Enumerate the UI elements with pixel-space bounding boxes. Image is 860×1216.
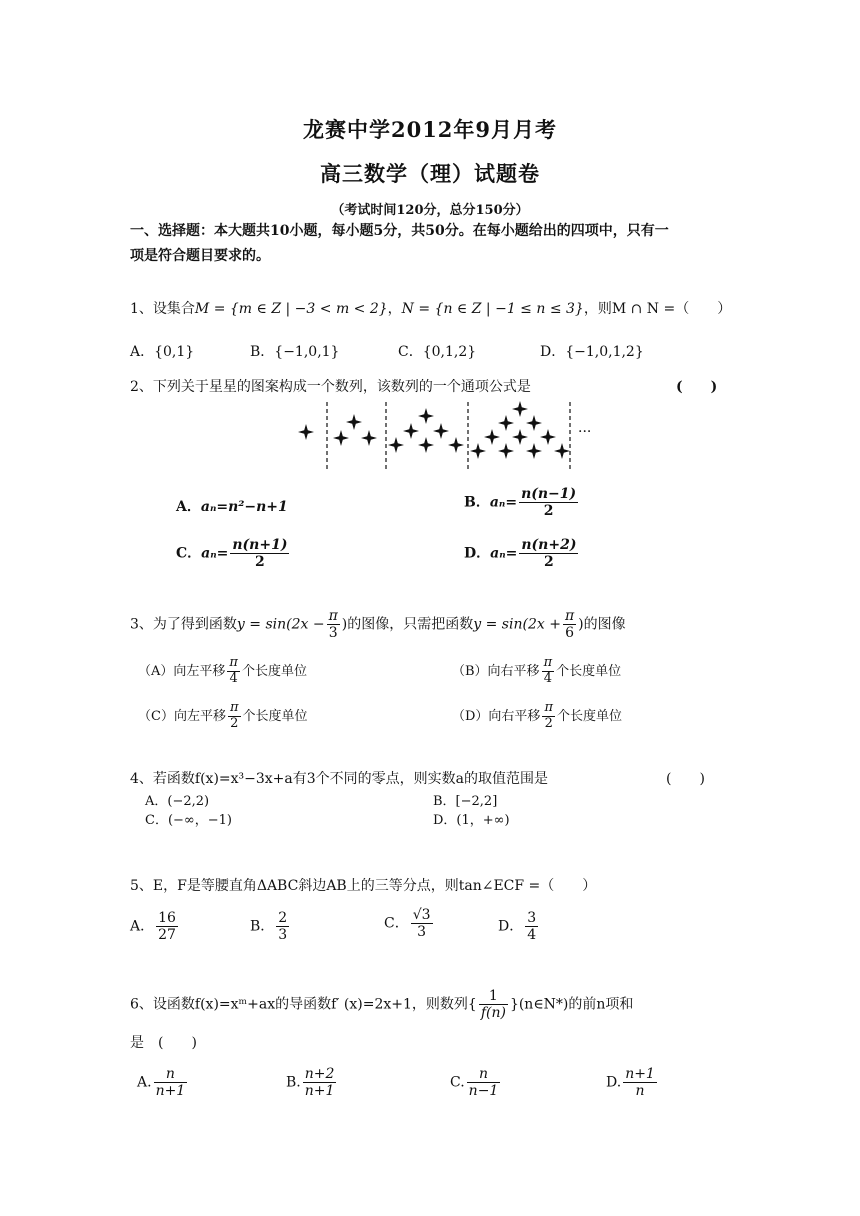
q2-ellipsis: ···: [578, 424, 592, 440]
q2-option-d: D．aₙ= $\frac{n(n+2)}{2}$: [464, 537, 577, 571]
q1-sep: ，: [387, 301, 402, 317]
q1-stem: 1、设集合: [130, 301, 195, 317]
star-icon: [498, 443, 514, 459]
q1-option-d: D．{−1,0,1,2}: [540, 344, 644, 360]
q6-option-a: A. $\frac{n}{n+1}$: [137, 1066, 186, 1100]
section-intro-line2: 项是符合题目要求的。: [130, 248, 270, 264]
q4-option-c: C．(−∞，−1): [145, 813, 232, 828]
q3-option-a: （A）向左平移 $\frac{\pi}{4}$ 个长度单位: [138, 655, 307, 686]
q1-option-a: A．{0,1}: [130, 344, 195, 360]
q5-option-a: A． $\frac{16}{27}$: [130, 910, 176, 944]
q4-answer-paren: ( ): [666, 771, 705, 787]
star-icon: [484, 429, 500, 445]
q5-option-d: D． $\frac{3}{4}$: [498, 910, 537, 944]
q1-tail: ，则M ∩ N =（ ）: [583, 301, 732, 317]
question-6-line2: 是 ( ): [130, 1035, 197, 1051]
q6-option-b: B. $\frac{n+2}{n+1}$: [286, 1066, 335, 1100]
q3-option-b: （B）向右平移 $\frac{\pi}{4}$ 个长度单位: [452, 655, 622, 686]
star-icon: [512, 429, 528, 445]
star-icon: [418, 437, 434, 453]
star-pattern-figure: [290, 398, 610, 473]
q3-option-d: （D）向右平移 $\frac{\pi}{2}$ 个长度单位: [452, 700, 622, 731]
star-icon: [333, 430, 349, 446]
q1-option-b: B．{−1,0,1}: [250, 344, 340, 360]
section-intro-line1: 一、选择题：本大题共10小题，每小题5分，共50分。在每小题给出的四项中，只有一: [130, 223, 669, 239]
question-5: 5、E，F是等腰直角ΔABC斜边AB上的三等分点，则tan∠ECF =（ ）: [130, 878, 597, 894]
q1-set-m: M = {m ∈ Z | −3 < m < 2}: [194, 301, 388, 317]
star-icon: [346, 414, 362, 430]
q6-option-d: D. $\frac{n+1}{n}$: [606, 1066, 655, 1100]
q1-option-c: C．{0,1,2}: [398, 344, 477, 360]
q6-option-c: C. $\frac{n}{n-1}$: [450, 1066, 499, 1100]
page-title: 龙赛中学2012年9月月考: [302, 117, 558, 142]
q4-option-d: D．(1，+∞): [433, 813, 510, 828]
question-1: [130, 298, 731, 318]
q2-option-c: C．aₙ= $\frac{n(n+1)}{2}$: [176, 537, 288, 571]
star-icon: [418, 408, 434, 424]
question-2: 2、下列关于星星的图案构成一个数列，该数列的一个通项公式是: [130, 379, 531, 395]
star-icon: [540, 429, 556, 445]
q5-option-b: B． $\frac{2}{3}$: [250, 910, 288, 944]
question-4: 4、若函数f(x)=x³−3x+a有3个不同的零点，则实数a的取值范围是: [130, 771, 549, 787]
star-icon: [433, 423, 449, 439]
page-subtitle: 高三数学（理）试题卷: [320, 161, 540, 186]
star-icon: [554, 443, 570, 459]
q4-option-b: B．[−2,2]: [433, 794, 498, 809]
q4-option-a: A．(−2,2): [145, 794, 210, 809]
star-icon: [298, 424, 314, 440]
star-icon: [388, 437, 404, 453]
q2-option-a: A．aₙ=n²−n+1: [176, 499, 288, 515]
exam-info: （考试时间120分，总分150分）: [331, 203, 529, 218]
star-icon: [526, 415, 542, 431]
star-icon: [512, 401, 528, 417]
star-icon: [526, 443, 542, 459]
star-icon: [403, 423, 419, 439]
star-icon: [498, 415, 514, 431]
q5-option-c: C． $\frac{√3}{3}$: [384, 907, 431, 941]
star-icon: [448, 437, 464, 453]
q3-option-c: （C）向左平移 $\frac{\pi}{2}$ 个长度单位: [138, 700, 308, 731]
question-3: 3、为了得到函数y = sin(2x − $\frac{\pi}{3}$ )的图像，只需把函数y = sin(2x + $\frac{\pi}{6}$ )的图像: [130, 608, 626, 642]
q2-option-b: B．aₙ= $\frac{n(n-1)}{2}$: [464, 486, 577, 520]
q2-answer-paren: ( ): [676, 379, 718, 395]
star-icon: [361, 430, 377, 446]
q1-set-n: N = {n ∈ Z | −1 ≤ n ≤ 3}: [401, 301, 584, 317]
question-6: 6、设函数f(x)=xᵐ+ax的导函数f′ (x)=2x+1，则数列{ $\frac{1}{f(n)}$ }(n∈N*)的前n项和: [130, 988, 634, 1022]
star-icon: [470, 443, 486, 459]
